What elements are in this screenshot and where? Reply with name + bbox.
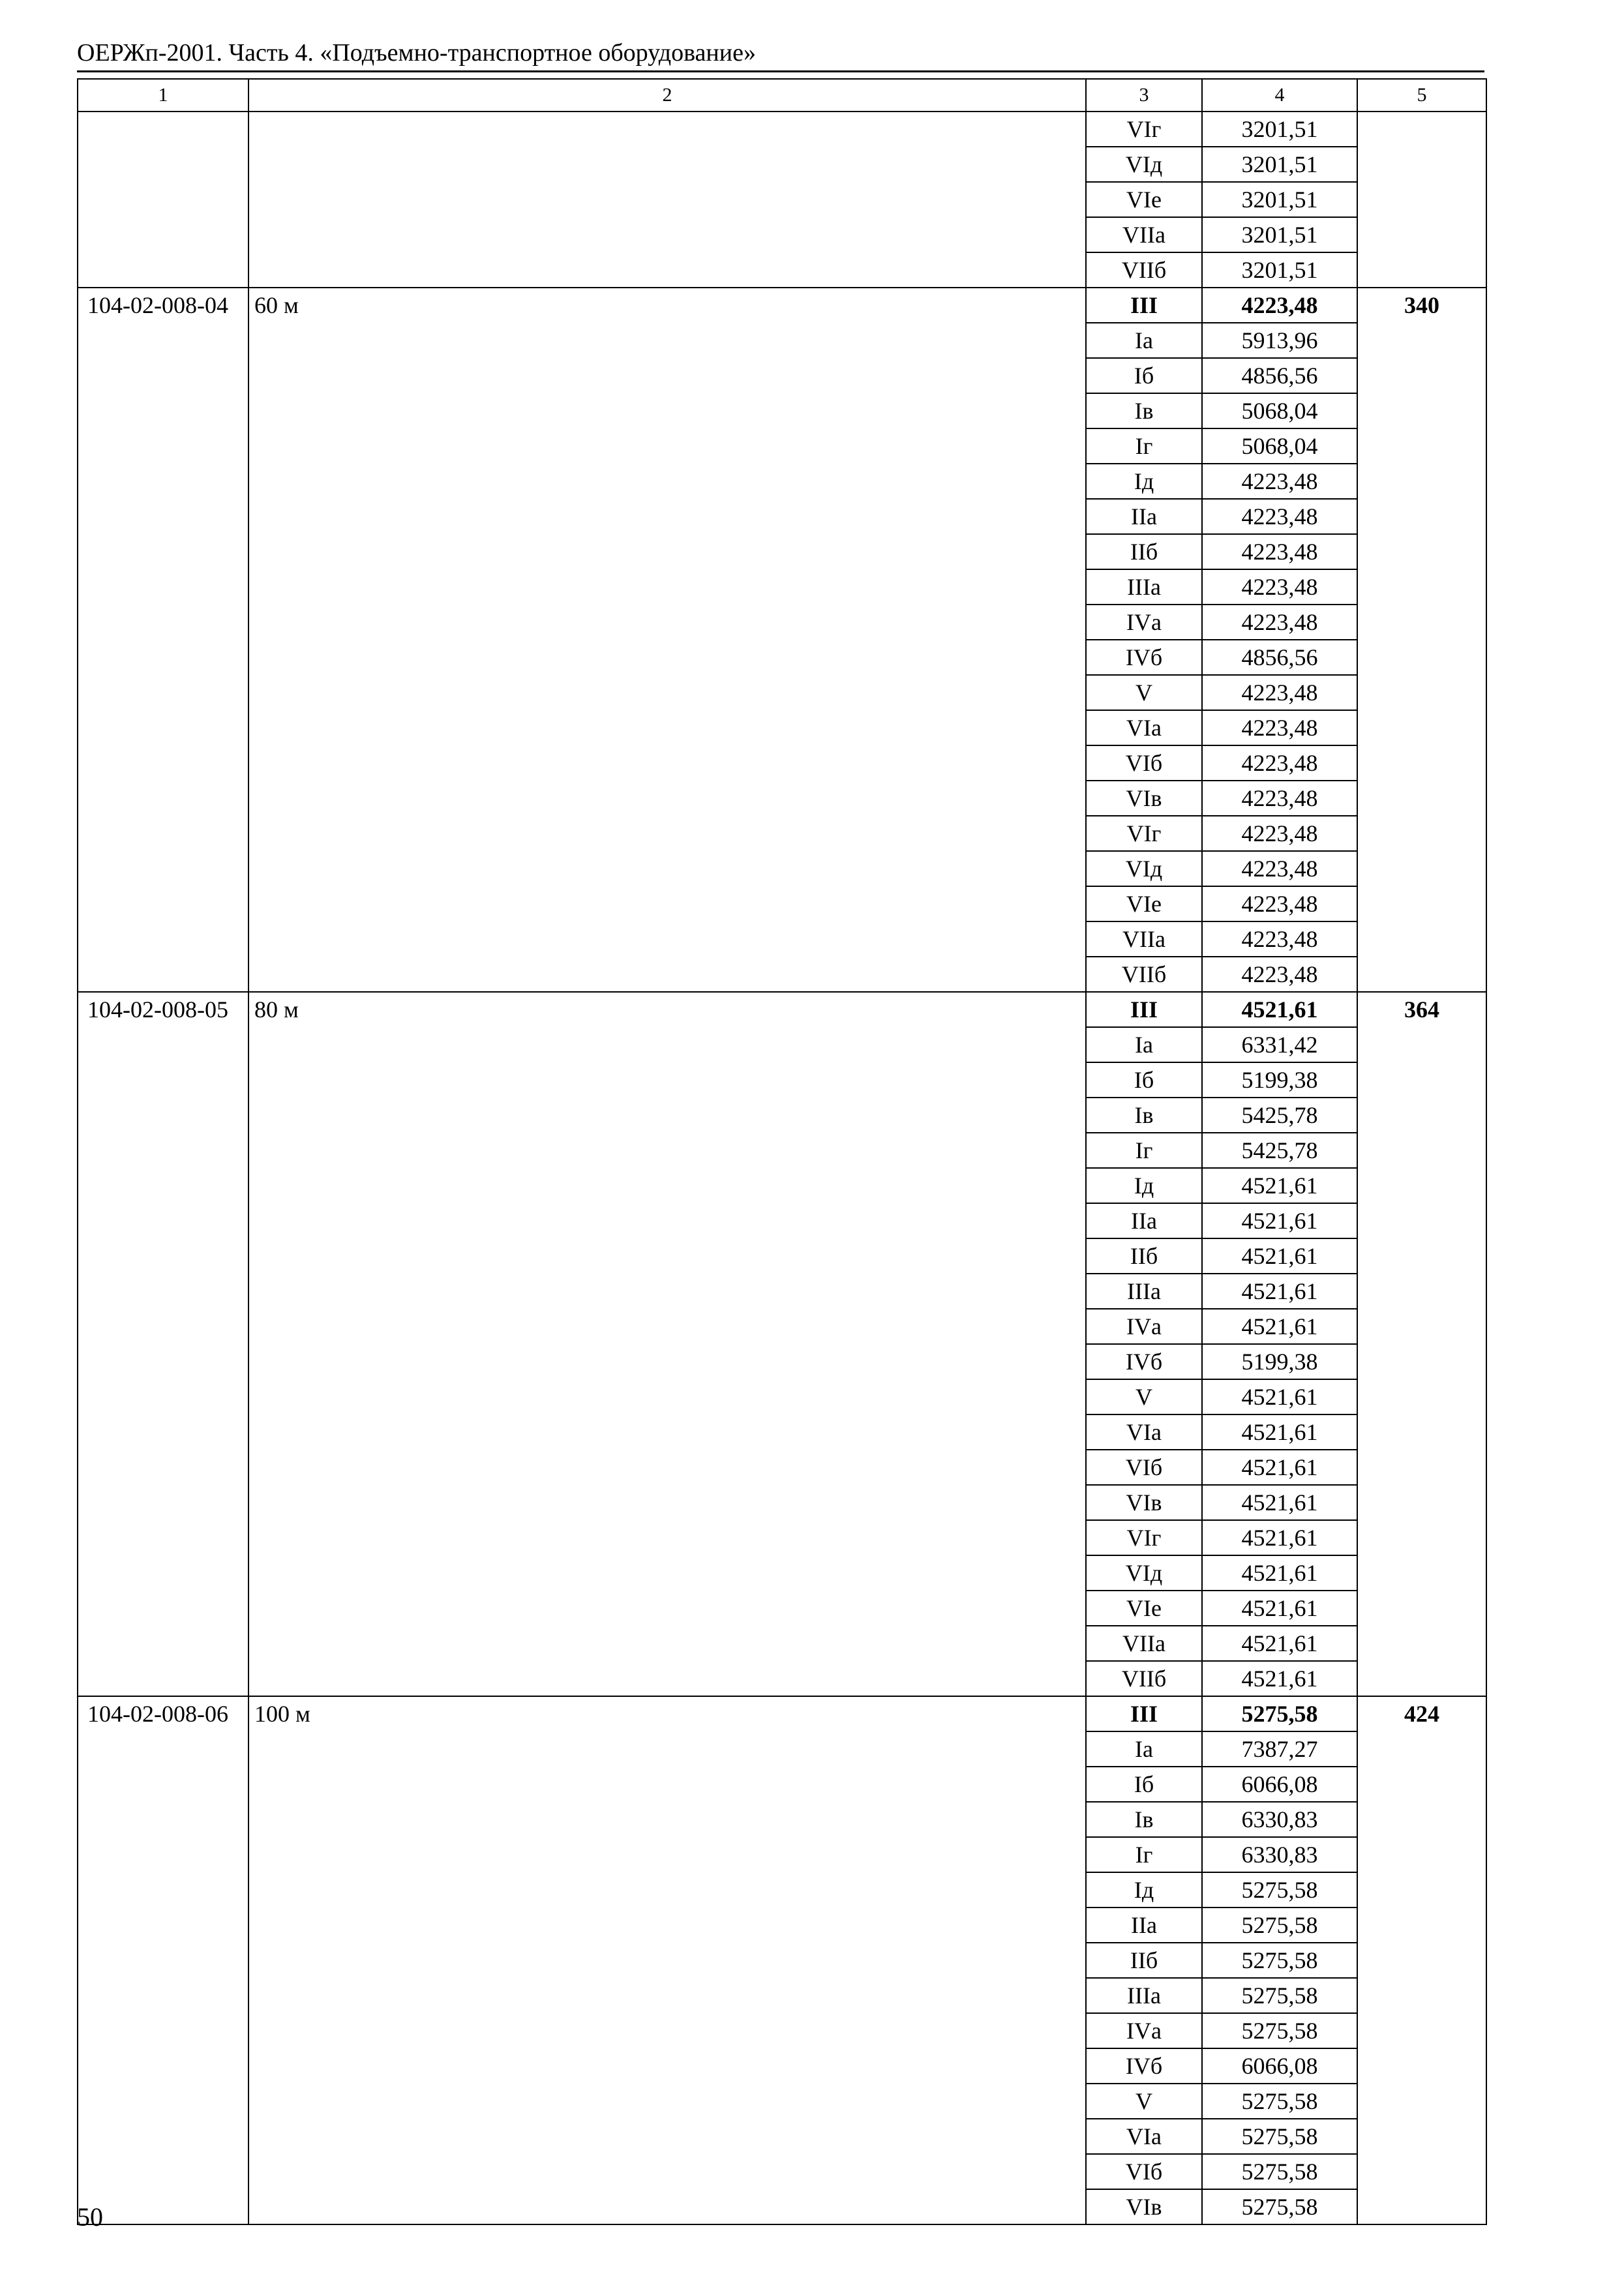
price-cell: 4521,61 (1202, 1274, 1357, 1309)
price-cell: 4521,61 (1202, 1626, 1357, 1661)
column-number-row (78, 79, 1486, 112)
zone-cell: IIа (1086, 1203, 1202, 1238)
zone-cell: VIIа (1086, 1626, 1202, 1661)
zone-cell: IIа (1086, 499, 1202, 534)
zone-cell: VIд (1086, 1555, 1202, 1591)
price-cell: 4521,61 (1202, 992, 1357, 1027)
price-cell: 3201,51 (1202, 112, 1357, 147)
zone-cell: VIе (1086, 182, 1202, 217)
price-cell: 4223,48 (1202, 499, 1357, 534)
price-cell: 4223,48 (1202, 957, 1357, 992)
zone-cell: VIв (1086, 1485, 1202, 1520)
zone-cell: IIIа (1086, 569, 1202, 605)
zone-cell: VIд (1086, 147, 1202, 182)
price-cell: 3201,51 (1202, 147, 1357, 182)
price-cell: 4521,61 (1202, 1309, 1357, 1344)
price-cell: 4521,61 (1202, 1591, 1357, 1626)
price-table (77, 78, 1487, 2225)
table-row (78, 1696, 1486, 1731)
column-number-4: 4 (1202, 79, 1357, 112)
price-cell: 4521,61 (1202, 1450, 1357, 1485)
continuation-col5-cell (1357, 112, 1486, 288)
price-cell: 4223,48 (1202, 886, 1357, 921)
zone-cell: VIв (1086, 2189, 1202, 2224)
zone-cell: IIб (1086, 1238, 1202, 1274)
price-cell: 4223,48 (1202, 851, 1357, 886)
zone-cell: VIб (1086, 2154, 1202, 2189)
zone-cell: Iв (1086, 1098, 1202, 1133)
zone-cell: Iг (1086, 1837, 1202, 1872)
zone-cell: Iв (1086, 1802, 1202, 1837)
price-cell: 7387,27 (1202, 1731, 1357, 1767)
zone-cell: III (1086, 1696, 1202, 1731)
zone-cell: V (1086, 2084, 1202, 2119)
price-cell: 5199,38 (1202, 1344, 1357, 1379)
price-cell: 6330,83 (1202, 1802, 1357, 1837)
price-cell: 5275,58 (1202, 1872, 1357, 1908)
price-cell: 3201,51 (1202, 252, 1357, 288)
page-header: ОЕРЖп-2001. Часть 4. «Подъемно-транспортное оборудование» (77, 39, 756, 67)
column-number-5: 5 (1357, 79, 1486, 112)
price-cell: 4223,48 (1202, 816, 1357, 851)
price-cell: 5068,04 (1202, 393, 1357, 428)
zone-cell: III (1086, 288, 1202, 323)
price-cell: 6066,08 (1202, 1767, 1357, 1802)
price-cell: 6331,42 (1202, 1027, 1357, 1062)
price-cell: 4521,61 (1202, 1661, 1357, 1696)
price-cell: 5275,58 (1202, 2154, 1357, 2189)
zone-cell: VIе (1086, 886, 1202, 921)
rate-code-cell: 104-02-008-04 (78, 288, 248, 992)
zone-cell: IIб (1086, 534, 1202, 569)
rate-name-cell: 80 м (248, 992, 1086, 1696)
table-body (78, 79, 1486, 2224)
price-cell: 4223,48 (1202, 534, 1357, 569)
column-number-1: 1 (78, 79, 248, 112)
price-cell: 4223,48 (1202, 288, 1357, 323)
rate-name-cell: 60 м (248, 288, 1086, 992)
zone-cell: Iд (1086, 464, 1202, 499)
zone-cell: VIIб (1086, 957, 1202, 992)
price-cell: 6330,83 (1202, 1837, 1357, 1872)
zone-cell: IVб (1086, 2048, 1202, 2084)
price-cell: 4223,48 (1202, 605, 1357, 640)
price-cell: 5199,38 (1202, 1062, 1357, 1098)
price-cell: 5275,58 (1202, 2189, 1357, 2224)
price-cell: 5275,58 (1202, 1908, 1357, 1943)
price-cell: 4521,61 (1202, 1520, 1357, 1555)
price-cell: 4521,61 (1202, 1203, 1357, 1238)
price-cell: 4521,61 (1202, 1555, 1357, 1591)
price-cell: 4223,48 (1202, 781, 1357, 816)
col5-value-cell: 424 (1357, 1696, 1486, 2224)
zone-cell: IIб (1086, 1943, 1202, 1978)
zone-cell: Iа (1086, 323, 1202, 358)
rate-code-cell: 104-02-008-06 (78, 1696, 248, 2224)
price-cell: 5275,58 (1202, 1978, 1357, 2013)
zone-cell: V (1086, 675, 1202, 710)
zone-cell: IVа (1086, 1309, 1202, 1344)
zone-cell: Iа (1086, 1027, 1202, 1062)
price-cell: 5425,78 (1202, 1133, 1357, 1168)
zone-cell: VIа (1086, 710, 1202, 745)
table-row (78, 992, 1486, 1027)
price-cell: 4223,48 (1202, 710, 1357, 745)
price-cell: 4223,48 (1202, 675, 1357, 710)
rate-name-cell: 100 м (248, 1696, 1086, 2224)
price-cell: 4521,61 (1202, 1414, 1357, 1450)
zone-cell: VIе (1086, 1591, 1202, 1626)
zone-cell: IVб (1086, 640, 1202, 675)
zone-cell: Iд (1086, 1872, 1202, 1908)
price-cell: 4856,56 (1202, 640, 1357, 675)
price-cell: 4223,48 (1202, 569, 1357, 605)
col5-value-cell: 340 (1357, 288, 1486, 992)
price-cell: 5275,58 (1202, 2084, 1357, 2119)
price-cell: 4521,61 (1202, 1238, 1357, 1274)
zone-cell: Iв (1086, 393, 1202, 428)
zone-cell: Iа (1086, 1731, 1202, 1767)
zone-cell: VIIа (1086, 217, 1202, 252)
price-cell: 5275,58 (1202, 2013, 1357, 2048)
zone-cell: Iб (1086, 1767, 1202, 1802)
column-number-2: 2 (248, 79, 1086, 112)
zone-cell: VIIа (1086, 921, 1202, 957)
price-cell: 3201,51 (1202, 182, 1357, 217)
zone-cell: Iд (1086, 1168, 1202, 1203)
zone-cell: VIб (1086, 745, 1202, 781)
price-cell: 6066,08 (1202, 2048, 1357, 2084)
table-row (78, 288, 1486, 323)
price-cell: 5275,58 (1202, 1943, 1357, 1978)
price-cell: 5275,58 (1202, 1696, 1357, 1731)
zone-cell: IVа (1086, 2013, 1202, 2048)
zone-cell: Iб (1086, 1062, 1202, 1098)
zone-cell: VIа (1086, 2119, 1202, 2154)
price-cell: 5425,78 (1202, 1098, 1357, 1133)
zone-cell: III (1086, 992, 1202, 1027)
zone-cell: VIг (1086, 112, 1202, 147)
zone-cell: Iг (1086, 1133, 1202, 1168)
zone-cell: VIв (1086, 781, 1202, 816)
header-rule (77, 70, 1484, 72)
page-number: 50 (77, 2202, 103, 2232)
zone-cell: VIIб (1086, 252, 1202, 288)
zone-cell: VIа (1086, 1414, 1202, 1450)
price-cell: 3201,51 (1202, 217, 1357, 252)
zone-cell: VIг (1086, 1520, 1202, 1555)
price-cell: 4521,61 (1202, 1168, 1357, 1203)
column-number-3: 3 (1086, 79, 1202, 112)
continuation-code-cell (78, 112, 248, 288)
price-cell: 4856,56 (1202, 358, 1357, 393)
zone-cell: VIб (1086, 1450, 1202, 1485)
zone-cell: IVб (1086, 1344, 1202, 1379)
zone-cell: VIд (1086, 851, 1202, 886)
continuation-name-cell (248, 112, 1086, 288)
price-cell: 5275,58 (1202, 2119, 1357, 2154)
zone-cell: Iб (1086, 358, 1202, 393)
price-cell: 5913,96 (1202, 323, 1357, 358)
price-cell: 4223,48 (1202, 921, 1357, 957)
zone-cell: IIIа (1086, 1274, 1202, 1309)
zone-cell: V (1086, 1379, 1202, 1414)
price-cell: 4223,48 (1202, 464, 1357, 499)
rate-code-cell: 104-02-008-05 (78, 992, 248, 1696)
zone-cell: Iг (1086, 428, 1202, 464)
price-cell: 4521,61 (1202, 1485, 1357, 1520)
table-row (78, 112, 1486, 147)
col5-value-cell: 364 (1357, 992, 1486, 1696)
zone-cell: IVа (1086, 605, 1202, 640)
price-cell: 4223,48 (1202, 745, 1357, 781)
zone-cell: VIIб (1086, 1661, 1202, 1696)
price-cell: 5068,04 (1202, 428, 1357, 464)
zone-cell: IIIа (1086, 1978, 1202, 2013)
zone-cell: IIа (1086, 1908, 1202, 1943)
price-cell: 4521,61 (1202, 1379, 1357, 1414)
zone-cell: VIг (1086, 816, 1202, 851)
